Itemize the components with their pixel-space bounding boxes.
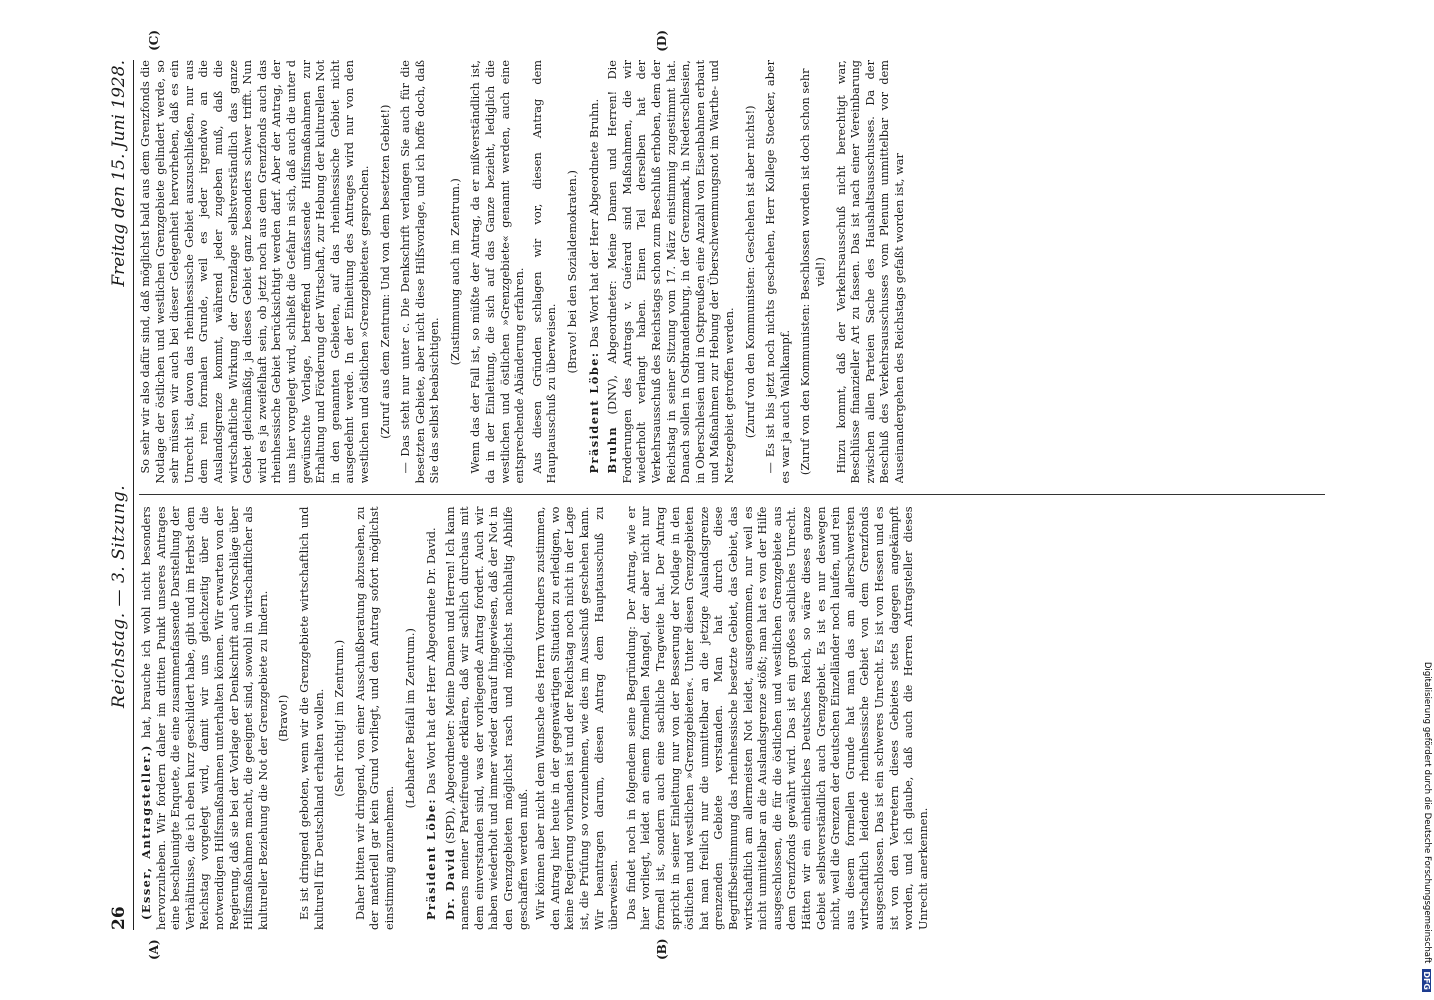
dfg-funding-text: Digitalisierung gefördert durch die Deutsche Forschungsgemeinschaft bbox=[1422, 661, 1432, 964]
interjection-text: (Sehr richtig! im Zentrum.) bbox=[333, 639, 347, 797]
interjection-text: (Zuruf aus dem Zentrum: Und von dem besetzten Gebiet!) bbox=[378, 104, 392, 439]
page-header bbox=[95, 60, 134, 930]
interjection bbox=[449, 60, 464, 484]
speaker-name: Dr. David bbox=[442, 847, 457, 920]
right-column bbox=[139, 60, 1325, 484]
paragraph-text: hat, brauche ich wohl nicht besonders hervorzuheben. Wir fordern daher im dritten Punkt unseres Antrages eine beschleunigte Enquete, die eine zusammenfassende Darstellung der Verhältnisse, die ich eben kurz geschildert habe, gibt und im Herbst dem Reichstag vorgelegt wird, damit wir uns gleichzeitig über die notwendigen Hilfsmaßnahmen unterhalten können. Wir erwarten von der Regierung, daß sie bei der Vorlage der Denkschrift auch Vorschläge über Hilfsmaßnahmen macht, die geeignet sind, sowohl in wirtschaftlicher als kultureller Beziehung die Not der Grenzgebiete zu lindern. bbox=[140, 506, 270, 930]
paragraph-text: — Das steht nur unter c. Die Denkschrift verlangen Sie auch für die besetzten Gebiete, aber nicht diese Hilfsvorlage, und ich hoffe doch, daß Sie das selbst beabsichtigen. bbox=[399, 60, 442, 484]
margin-mark-a: (A) bbox=[147, 939, 161, 960]
text-columns bbox=[139, 60, 1325, 930]
paragraph-text: Hinzu kommt, daß der Verkehrsausschuß nicht berechtigt war, Beschlüsse finanzieller Art zu fassen. Das ist nach einer Vereinbarung zwischen allen Parteien Sache des Haushaltsausschusses. Da der Beschluß des Verkehrsausschusses vom Plenum unmittelbar vor dem Auseinandergehen des Reichstags gefaßt worden ist, war bbox=[834, 60, 906, 484]
speaker-name: (Esser, Antragsteller.) bbox=[139, 744, 153, 920]
paragraph bbox=[298, 507, 327, 931]
paragraph-text: Daher bitten wir dringend, von einer Ausschußberatung abzusehen, zu der materiell gar kein Grund vorliegt, und den Antrag sofort möglichst einstimmig anzunehmen. bbox=[353, 506, 396, 930]
paragraph bbox=[443, 507, 532, 931]
interjection bbox=[277, 507, 292, 931]
interjection bbox=[333, 507, 348, 931]
paragraph bbox=[139, 507, 271, 931]
interjection bbox=[799, 60, 828, 484]
interjection-text: (Zustimmung auch im Zentrum.) bbox=[448, 178, 462, 366]
paragraph-text: (DNV), Abgeordneter: Meine Damen und Herren! Die Forderungen des Antrags v. Guérard sind Maßnahmen, die wir wiederholt verlangt haben. Einen Teil derselben hat der Verkehrsausschuß des Reichstags schon zum Beschluß erhoben, dem der Reichstag in seiner Sitzung vom 17. März einstimmig zugestimmt hat. Danach sollen in Ostbrandenburg, in der Grenzmark, in Niederschlesien, in Oberschlesien und in Ostpreußen eine Anzahl von Eisenbahnen erbaut und Maßnahmen zur Hebung der Überschwemmungsnot im Warthe- und Netzegebiet getroffen werden. bbox=[606, 60, 736, 484]
page-number: 26 bbox=[109, 906, 129, 930]
paragraph-text: Das Wort hat der Herr Abgeordnete Bruhn. bbox=[587, 98, 601, 348]
paragraph bbox=[587, 60, 603, 484]
interjection bbox=[744, 60, 759, 484]
paragraph bbox=[534, 507, 622, 931]
paragraph bbox=[399, 60, 443, 484]
interjection bbox=[566, 60, 581, 484]
paragraph-text: (SPD), Abgeordneter: Meine Damen und Herren! Ich kann namens meiner Parteifreunde erklären, daß wir sachlich durchaus mit dem einverstanden sind, was der vorliegende Antrag fordert. Auch wir haben wiederholt und immer wieder darauf hingewiesen, daß der Not in den Grenzgebieten möglichst rasch und möglichst nachhaltig Abhilfe geschaffen werden muß. bbox=[443, 506, 530, 930]
paragraph-text: — Es ist bis jetzt noch nichts geschehen, Herr Kollege Stoecker, aber es war ja auch Wahlkampf. bbox=[764, 60, 792, 484]
paragraph bbox=[835, 60, 908, 484]
page-date: Freitag den 15. Juni 1928. bbox=[109, 60, 129, 287]
paragraph bbox=[531, 60, 560, 484]
paragraph bbox=[605, 60, 737, 484]
column-divider bbox=[139, 495, 1325, 496]
dfg-note bbox=[1418, 8, 1432, 992]
speaker-name: Präsident Löbe: bbox=[586, 351, 601, 474]
page-title: Reichstag. — 3. Sitzung. bbox=[109, 484, 129, 709]
interjection-text: (Bravo!) bbox=[277, 694, 291, 742]
paragraph-text: Wir können aber nicht dem Wunsche des Herrn Vorredners zustimmen, den Antrag hier heute in der gegenwärtigen Situation zu erledigen, wo keine Regierung vorhanden ist und der Reichstag noch nicht in der Lage ist, die Prüfung so vorzunehmen, wie dies im Ausschuß geschehen kann. Wir beantragen darum, diesen Antrag dem Hauptausschuß zu überweisen. bbox=[534, 506, 621, 930]
interjection-text: (Zuruf von den Kommunisten: Geschehen ist aber nichts!) bbox=[743, 105, 757, 439]
paragraph bbox=[469, 60, 527, 484]
interjection-text: (Bravo! bei den Sozialdemokraten.) bbox=[566, 170, 580, 374]
interjection-text: (Lebhafter Beifall im Zentrum.) bbox=[403, 628, 417, 809]
paragraph-text: Es ist dringend geboten, wenn wir die Grenzgebiete wirtschaftlich und kulturell für Deutschland erhalten wollen. bbox=[297, 506, 326, 930]
margin-mark-d: (D) bbox=[655, 30, 669, 52]
paragraph bbox=[424, 507, 440, 931]
paragraph-text: Wenn das der Fall ist, so müßte der Antrag, da er mißverständlich ist, da in der Einleitung, die sich auf das Ganze bezieht, lediglich die westlichen und östlichen »Grenzgebiete« genannt werden, auch eine entsprechende Abänderung erfahren. bbox=[469, 60, 527, 484]
page-body bbox=[95, 0, 1325, 1000]
paragraph bbox=[625, 507, 931, 931]
interjection-text: (Zuruf von den Kommunisten: Beschlossen worden ist doch schon sehr viel!) bbox=[799, 68, 827, 476]
dfg-logo: DFG bbox=[1422, 971, 1432, 990]
margin-mark-b: (B) bbox=[655, 938, 669, 960]
dfg-note-text-wrapper bbox=[1422, 8, 1432, 992]
paragraph bbox=[139, 60, 373, 484]
speaker-name: Präsident Löbe: bbox=[424, 797, 439, 920]
paragraph-text: Aus diesen Gründen schlagen wir vor, diesen Antrag dem Hauptausschuß zu überweisen. bbox=[530, 60, 559, 484]
speaker-name: Bruhn bbox=[605, 425, 620, 474]
paragraph-text: Das Wort hat der Herr Abgeordnete Dr. David. bbox=[425, 527, 439, 795]
paragraph-text: So sehr wir also dafür sind, daß möglichst bald aus dem Grenzfonds die Notlage der östlichen und westlichen Grenzgebiete gelindert werde, so sehr müssen wir auch bei dieser Gelegenheit hervorheben, daß es ein Unrecht ist, davon das rheinhessische Gebiet auszuschließen, nur aus dem rein formalen Grunde, weil es jeder irgendwo an die Auslandsgrenze kommt, während jeder zugeben muß, daß die wirtschaftliche Wirkung der Grenzlage selbstverständlich das ganze Gebiet gleichmäßig, ja dieses Gebiet ganz besonders schwer trifft. Nun wird es ja zweifelhaft sein, ob jetzt noch aus dem Grenzfonds auch das rheinhessische Gebiet berücksichtigt werden darf. Aber der Antrag, der uns hier vorgelegt wird, schließt die Gefahr in sich, daß auch die unter d gewünschte Vorlage, betreffend umfassende Hilfsmaßnahmen zur Erhaltung und Förderung der Wirtschaft, zur Hebung der kulturellen Not in den genannten Gebieten, auf das rheinhessische Gebiet nicht ausgedehnt werde. In der Einleitung des Antrages wird nur von den westlichen und östlichen »Grenzgebieten« gesprochen. bbox=[139, 60, 371, 484]
interjection bbox=[404, 507, 419, 931]
paragraph bbox=[764, 60, 793, 484]
left-column bbox=[139, 507, 1325, 931]
margin-mark-c: (C) bbox=[147, 30, 161, 51]
paragraph bbox=[354, 507, 398, 931]
interjection bbox=[379, 60, 394, 484]
paragraph-text: Das findet noch in folgendem seine Begründung: Der Antrag, wie er hier vorliegt, leidet an einem formellen Mangel, der aber nicht nur formell ist, sondern auch eine sachliche Tragweite hat. Der Antrag spricht in seiner Einleitung nur von der Besserung der Notlage in den östlichen und westlichen »Grenzgebieten«. Unter diesen Grenzgebieten hat man freilich nur die unmittelbar an die jetzige Auslandsgrenze grenzenden Gebiete verstanden. Man hat durch diese Begriffsbestimmung das rheinhessische besetzte Gebiet, das Gebiet, das wirtschaftlich am allermeisten Not leidet, ausgenommen, nur weil es nicht unmittelbar an die Auslandsgrenze stößt; man hat es von der Hilfe ausgeschlossen, die für die östlichen und westlichen Grenzgebiete aus dem Grenzfonds gewährt wird. Das ist ein großes sachliches Unrecht. Hätten wir ein einheitliches Deutsches Reich, so wäre dieses ganze Gebiet selbstverständlich auch Grenzgebiet. Es ist es nur deswegen nicht, weil die Grenzen der deutschen Einzelländer noch laufen, und rein aus diesem formellen Grunde hat man das am allerschwersten wirtschaftlich leidende rheinhessische Gebiet von dem Grenzfonds ausgeschlossen. Das ist ein schweres Unrecht. Es ist von Hessen und es ist von den Vertretern dieses Gebietes stets dagegen angekämpft worden, und ich glaube, daß auch die Herren Antragsteller dieses Unrecht anerkennen. bbox=[624, 506, 930, 930]
